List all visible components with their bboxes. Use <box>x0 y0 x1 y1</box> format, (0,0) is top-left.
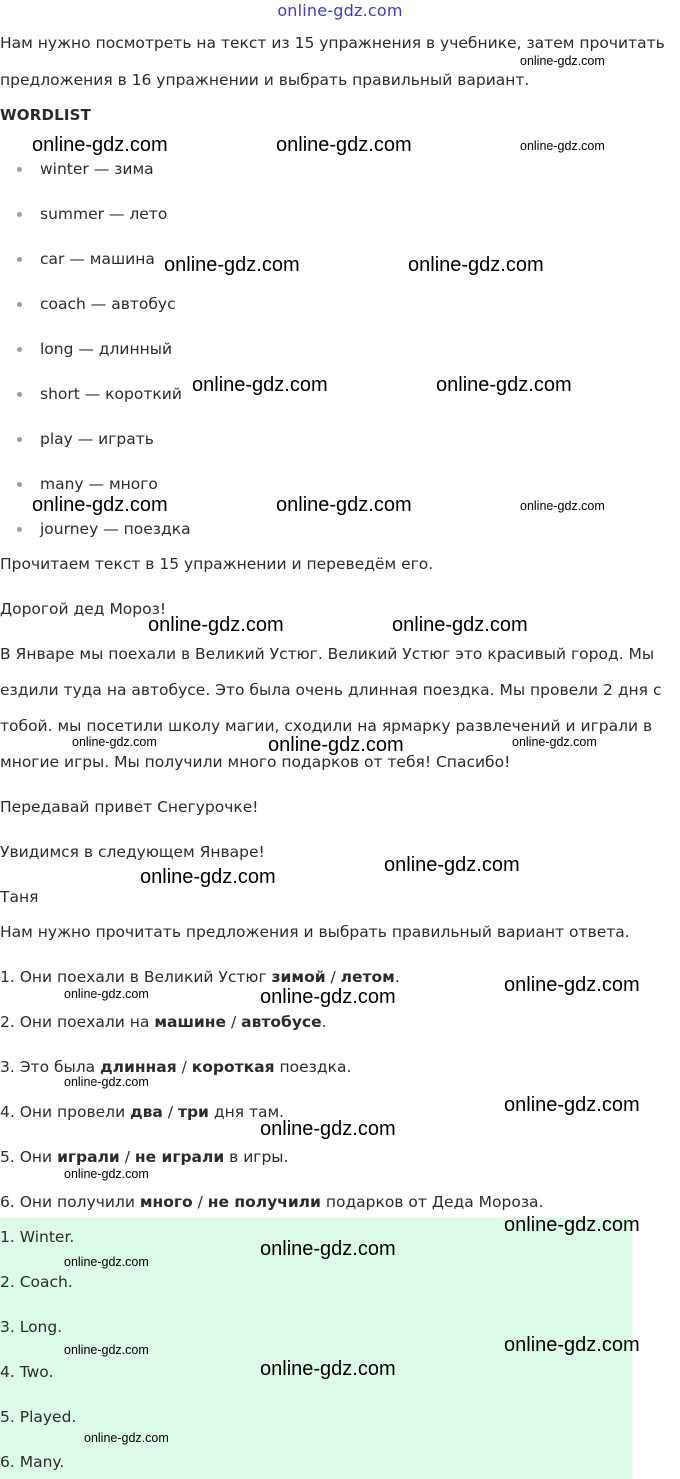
option-b: короткая <box>191 1058 275 1076</box>
letter-see-you: Увидимся в следующем Январе! <box>0 843 265 861</box>
option-b: летом <box>340 968 395 986</box>
watermark: online-gdz.com <box>384 854 520 876</box>
sentence-6: 6. Они получили много / не получили подарков от Деда Мороза. <box>0 1193 544 1211</box>
watermark: online-gdz.com <box>72 735 157 749</box>
intro-line-2: предложения в 16 упражнении и выбрать правильный вариант. <box>0 71 530 89</box>
option-a: играли <box>57 1148 120 1166</box>
intro-line-1: Нам нужно посмотреть на текст из 15 упражнения в учебнике, затем прочитать <box>0 34 665 52</box>
watermark: online-gdz.com <box>260 1238 396 1260</box>
watermark: online-gdz.com <box>192 374 328 396</box>
watermark: online-gdz.com <box>260 1358 396 1380</box>
watermark: online-gdz.com <box>32 494 168 516</box>
bullet-icon <box>17 167 22 172</box>
sentence-3: 3. Это была длинная / короткая поездка. <box>0 1058 352 1076</box>
watermark: online-gdz.com <box>268 734 404 756</box>
letter-regards: Передавай привет Снегурочке! <box>0 798 259 816</box>
sentence-2: 2. Они поехали на машине / автобусе. <box>0 1013 327 1031</box>
watermark: online-gdz.com <box>84 1431 169 1445</box>
bullet-icon <box>17 527 22 532</box>
wordlist-heading: WORDLIST <box>0 106 92 124</box>
bullet-icon <box>17 392 22 397</box>
answer-1: 1. Winter. <box>0 1228 75 1246</box>
task-intro: Нам нужно прочитать предложения и выбрать правильный вариант ответа. <box>0 923 630 941</box>
option-b: не играли <box>134 1148 225 1166</box>
bullet-icon <box>17 482 22 487</box>
option-a: зимой <box>271 968 326 986</box>
answer-3: 3. Long. <box>0 1318 63 1336</box>
option-a: машине <box>154 1013 227 1031</box>
read-text-intro: Прочитаем текст в 15 упражнении и переведём его. <box>0 555 434 573</box>
watermark: online-gdz.com <box>520 54 605 68</box>
watermark: online-gdz.com <box>64 1255 149 1269</box>
option-b: не получили <box>207 1193 321 1211</box>
option-a: много <box>139 1193 193 1211</box>
letter-signature: Таня <box>0 888 39 906</box>
bullet-icon <box>17 347 22 352</box>
answer-5: 5. Played. <box>0 1408 77 1426</box>
sentence-1: 1. Они поехали в Великий Устюг зимой / летом. <box>0 968 400 986</box>
watermark: online-gdz.com <box>504 1334 640 1356</box>
watermark: online-gdz.com <box>276 494 412 516</box>
sentence-5: 5. Они играли / не играли в игры. <box>0 1148 289 1166</box>
option-a: два <box>130 1103 163 1121</box>
watermark: online-gdz.com <box>504 974 640 996</box>
watermark: online-gdz.com <box>148 614 284 636</box>
sentence-4: 4. Они провели два / три дня там. <box>0 1103 285 1121</box>
watermark: online-gdz.com <box>32 134 168 156</box>
bullet-icon <box>17 302 22 307</box>
answer-2: 2. Coach. <box>0 1273 73 1291</box>
watermark: online-gdz.com <box>504 1094 640 1116</box>
letter-body-line: В Январе мы поехали в Великий Устюг. Великий Устюг это красивый город. Мы <box>0 645 655 663</box>
bullet-icon <box>17 212 22 217</box>
watermark: online-gdz.com <box>64 1167 149 1181</box>
watermark: online-gdz.com <box>408 254 544 276</box>
answer-6: 6. Many. <box>0 1453 65 1471</box>
watermark: online-gdz.com <box>392 614 528 636</box>
letter-body-line: ездили туда на автобусе. Это была очень длинная поездка. Мы провели 2 дня с <box>0 681 662 699</box>
watermark: online-gdz.com <box>140 866 276 888</box>
watermark: online-gdz.com <box>64 1075 149 1089</box>
letter-body-line: тобой. мы посетили школу магии, сходили на ярмарку развлечений и играли в <box>0 717 653 735</box>
header-watermark: online-gdz.com <box>277 1 403 20</box>
watermark: online-gdz.com <box>520 139 605 153</box>
option-b: автобусе <box>241 1013 322 1031</box>
watermark: online-gdz.com <box>276 134 412 156</box>
watermark: online-gdz.com <box>436 374 572 396</box>
watermark: online-gdz.com <box>260 986 396 1008</box>
bullet-icon <box>17 437 22 442</box>
option-b: три <box>177 1103 209 1121</box>
letter-body-line: многие игры. Мы получили много подарков от тебя! Спасибо! <box>0 753 511 771</box>
watermark: online-gdz.com <box>260 1118 396 1140</box>
watermark: online-gdz.com <box>64 987 149 1001</box>
watermark: online-gdz.com <box>504 1214 640 1236</box>
watermark: online-gdz.com <box>520 499 605 513</box>
watermark: online-gdz.com <box>164 254 300 276</box>
watermark: online-gdz.com <box>64 1343 149 1357</box>
option-a: длинная <box>100 1058 177 1076</box>
letter-greeting: Дорогой дед Мороз! <box>0 600 167 618</box>
answer-4: 4. Two. <box>0 1363 54 1381</box>
watermark: online-gdz.com <box>512 735 597 749</box>
bullet-icon <box>17 257 22 262</box>
